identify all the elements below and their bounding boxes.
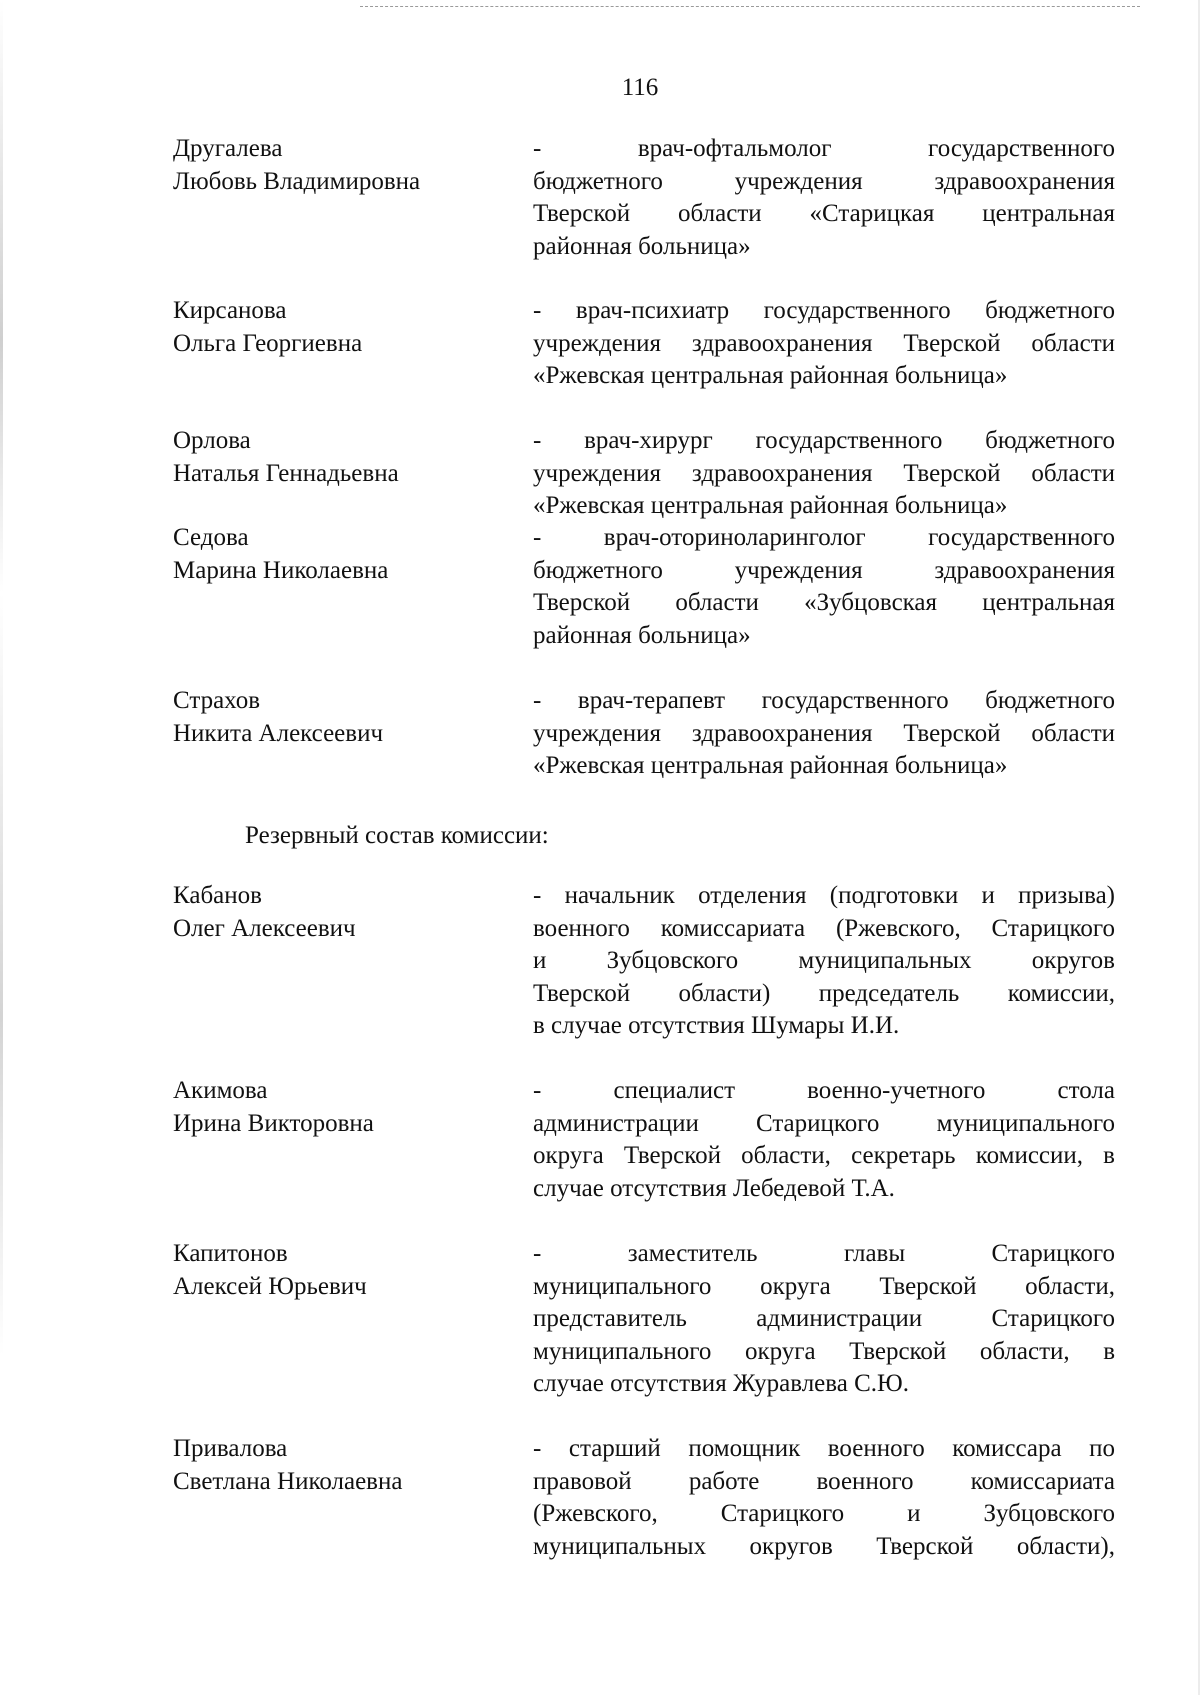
- member-given-names: Ольга Георгиевна: [173, 329, 363, 357]
- member-name: [173, 295, 503, 360]
- position-line: «Ржевская центральная районная больница»: [533, 752, 1008, 779]
- member-surname: Страхов: [173, 687, 261, 714]
- position-line: - начальник отделения (подготовки и призыва): [533, 882, 1115, 909]
- position-line: «Ржевская центральная районная больница»: [533, 362, 1008, 389]
- position-line: учреждения здравоохранения Тверской области: [533, 719, 1115, 747]
- position-line: районная больница»: [533, 232, 751, 260]
- member-name: [173, 522, 503, 587]
- member-surname: Кирсанова: [173, 297, 287, 324]
- position-line: Тверской области «Зубцовская центральная: [533, 589, 1115, 616]
- member-position: [533, 1075, 1115, 1205]
- member-given-names: Марина Николаевна: [173, 556, 389, 584]
- member-name: [173, 1433, 503, 1498]
- position-line: Тверской области «Старицкая центральная: [533, 200, 1115, 227]
- scan-left-edge: [0, 0, 3, 1695]
- position-line: представитель администрации Старицкого: [533, 1305, 1115, 1332]
- position-line: «Ржевская центральная районная больница»: [533, 492, 1008, 519]
- member-name: [173, 1075, 503, 1140]
- position-line: военного комиссариата (Ржевского, Старицкого: [533, 914, 1115, 942]
- member-surname: Капитонов: [173, 1240, 288, 1267]
- position-line: - врач-оториноларинголог государственного: [533, 524, 1115, 551]
- member-surname: Привалова: [173, 1435, 288, 1462]
- member-position: [533, 295, 1115, 393]
- position-line: в случае отсутствия Шумары И.И.: [533, 1012, 900, 1039]
- member-given-names: Олег Алексеевич: [173, 914, 356, 942]
- member-position: [533, 1433, 1115, 1563]
- member-given-names: Светлана Николаевна: [173, 1467, 403, 1495]
- position-line: Тверской области) председатель комиссии,: [533, 979, 1115, 1007]
- position-line: - старший помощник военного комиссара по: [533, 1435, 1115, 1462]
- reserve-heading: Резервный состав комиссии:: [245, 822, 549, 849]
- position-line: - специалист военно-учетного стола: [533, 1077, 1115, 1104]
- position-line: бюджетного учреждения здравоохранения: [533, 556, 1115, 584]
- member-name: [173, 1238, 503, 1303]
- position-line: и Зубцовского муниципальных округов: [533, 947, 1115, 974]
- member-position: [533, 1238, 1115, 1401]
- position-line: администрации Старицкого муниципального: [533, 1109, 1115, 1137]
- position-line: округа Тверской области, секретарь комиссии, в: [533, 1142, 1115, 1169]
- member-position: [533, 425, 1115, 523]
- member-name: [173, 133, 503, 198]
- position-line: правовой работе военного комиссариата: [533, 1467, 1115, 1495]
- position-line: районная больница»: [533, 621, 751, 649]
- member-position: [533, 522, 1115, 652]
- page-number: 116: [621, 74, 659, 101]
- member-surname: Кабанов: [173, 882, 262, 909]
- position-line: бюджетного учреждения здравоохранения: [533, 167, 1115, 195]
- member-surname: Другалева: [173, 135, 283, 162]
- member-given-names: Алексей Юрьевич: [173, 1272, 367, 1300]
- member-name: [173, 880, 503, 945]
- position-line: случае отсутствия Лебедевой Т.А.: [533, 1174, 895, 1202]
- position-line: - заместитель главы Старицкого: [533, 1240, 1115, 1267]
- position-line: муниципальных округов Тверской области),: [533, 1532, 1115, 1560]
- member-given-names: Ирина Викторовна: [173, 1109, 374, 1137]
- position-line: муниципального округа Тверской области,: [533, 1272, 1115, 1300]
- position-line: муниципального округа Тверской области, в: [533, 1337, 1115, 1365]
- member-position: [533, 880, 1115, 1043]
- member-given-names: Никита Алексеевич: [173, 719, 384, 747]
- position-line: учреждения здравоохранения Тверской области: [533, 459, 1115, 487]
- position-line: - врач-офтальмолог государственного: [533, 135, 1115, 162]
- member-position: [533, 685, 1115, 783]
- position-line: случае отсутствия Журавлева С.Ю.: [533, 1370, 909, 1397]
- member-name: [173, 425, 503, 490]
- member-given-names: Наталья Геннадьевна: [173, 459, 399, 487]
- member-surname: Акимова: [173, 1077, 268, 1104]
- member-given-names: Любовь Владимировна: [173, 167, 421, 195]
- member-surname: Седова: [173, 524, 249, 551]
- position-line: - врач-хирург государственного бюджетного: [533, 427, 1115, 454]
- position-line: (Ржевского, Старицкого и Зубцовского: [533, 1500, 1115, 1527]
- position-line: - врач-психиатр государственного бюджетного: [533, 297, 1115, 324]
- position-line: - врач-терапевт государственного бюджетного: [533, 687, 1115, 714]
- member-name: [173, 685, 503, 750]
- scan-top-border: [360, 6, 1140, 7]
- position-line: учреждения здравоохранения Тверской области: [533, 329, 1115, 357]
- member-surname: Орлова: [173, 427, 251, 454]
- member-position: [533, 133, 1115, 263]
